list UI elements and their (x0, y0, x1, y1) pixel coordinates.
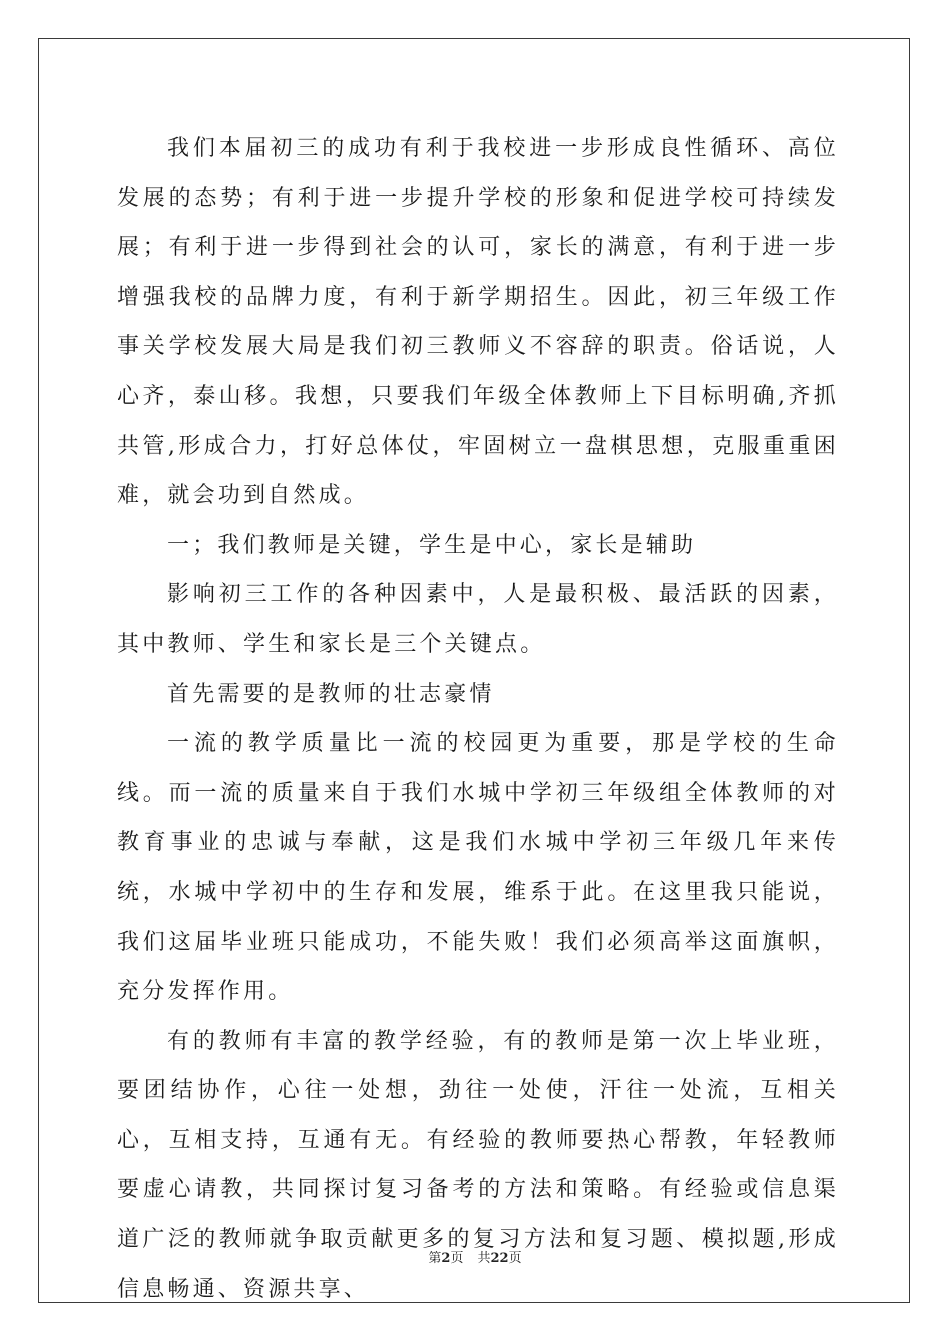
document-body (117, 124, 839, 1314)
current-page-number: 2 (441, 1251, 451, 1266)
paragraph: 一流的教学质量比一流的校园更为重要，那是学校的生命线。而一流的质量来自于我们水城中学初三年级组全体教师的对教育事业的忠诚与奉献，这是我们水城中学初三年级几年来传统，水城中学初中的生存和发展，维系于此。在这里我只能说，我们这届毕业班只能成功，不能失败！我们必须高举这面旗帜，充分发挥作用。 (117, 731, 839, 1005)
page-prefix: 第 (428, 1251, 442, 1266)
section-heading: 一；我们教师是关键，学生是中心，家长是辅助 (167, 532, 697, 558)
total-prefix: 共 (477, 1251, 491, 1266)
page-suffix: 页 (450, 1251, 464, 1266)
paragraph: 有的教师有丰富的教学经验，有的教师是第一次上毕业班，要团结协作，心往一处想，劲往一处使，汗往一处流，互相关心，互相支持，互通有无。有经验的教师要热心帮教，年轻教师要虚心请教，共同探讨复习备考的方法和策略。有经验或信息渠道广泛的教师就争取贡献更多的复习方法和复习题、模拟题,形成信息畅通、资源共享、 (117, 1028, 839, 1302)
total-page-count: 22 (490, 1251, 509, 1266)
paragraph: 我们本届初三的成功有利于我校进一步形成良性循环、高位发展的态势；有利于进一步提升学校的形象和促进学校可持续发展；有利于进一步得到社会的认可，家长的满意，有利于进一步增强我校的品牌力度，有利于新学期招生。因此，初三年级工作事关学校发展大局是我们初三教师义不容辞的职责。俗话说，人心齐，泰山移。我想，只要我们年级全体教师上下目标明确,齐抓共管,形成合力，打好总体仗，牢固树立一盘棋思想，克服重重困难，就会功到自然成。 (117, 136, 839, 509)
subsection-heading: 首先需要的是教师的壮志豪情 (167, 681, 495, 707)
paragraph: 影响初三工作的各种因素中，人是最积极、最活跃的因素，其中教师、学生和家长是三个关键点。 (117, 582, 839, 657)
total-suffix: 页 (508, 1251, 522, 1266)
page-footer (0, 1247, 950, 1266)
